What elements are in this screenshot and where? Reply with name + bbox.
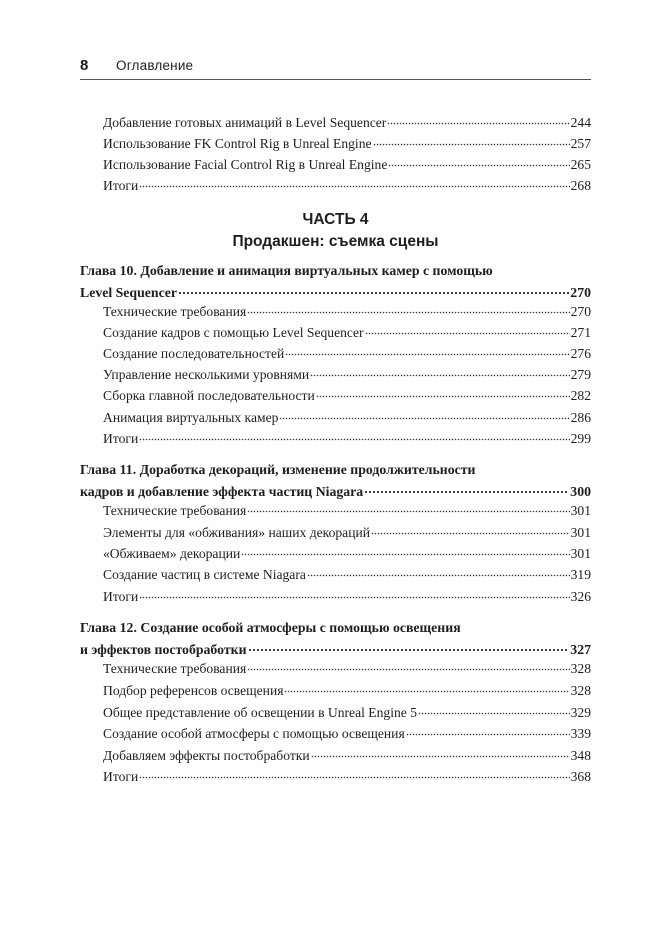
toc-entry-page: 339 [570, 725, 591, 741]
toc-entry-title: Использование Facial Control Rig в Unreal Engine [103, 156, 388, 172]
dot-leader [365, 323, 570, 337]
toc-entry [103, 501, 591, 521]
toc-entry-page: 265 [570, 156, 591, 172]
toc-entry [103, 767, 591, 787]
toc-entry [103, 659, 591, 679]
toc-entry-title: Подбор референсов освещения [103, 682, 284, 698]
dot-leader [279, 408, 569, 422]
toc-entry [103, 724, 591, 744]
dot-leader [316, 386, 570, 400]
toc-entry-title: Элементы для «обживания» наших декораций [103, 524, 371, 540]
toc-entry-title: Технические требования [103, 303, 247, 319]
chapter-page: 327 [570, 641, 591, 657]
toc-entry-page: 282 [570, 387, 591, 403]
part-label: ЧАСТЬ 4 [302, 211, 369, 228]
chapter-title-line2-row [80, 482, 591, 502]
toc-entry [103, 176, 591, 196]
toc-entry-page: 270 [570, 303, 591, 319]
running-title: Оглавление [116, 58, 194, 73]
toc-entry-title: Технические требования [103, 502, 247, 518]
chapter-title-line2: и эффектов постобработки [80, 641, 247, 657]
part-title: Продакшен: съемка сцены [232, 233, 439, 250]
toc-entry-title: Технические требования [103, 660, 247, 676]
dot-leader [364, 482, 569, 496]
toc-entry-page: 244 [570, 114, 591, 130]
toc-entry [103, 746, 591, 766]
toc-entry-title: Создание последовательностей [103, 345, 285, 361]
toc-entry-page: 301 [570, 545, 591, 561]
toc-entry-page: 348 [570, 747, 591, 763]
dot-leader [139, 767, 569, 781]
chapter-title-line2: Level Sequencer [80, 284, 177, 300]
chapter-title-line2: кадров и добавление эффекта частиц Niagara [80, 483, 364, 499]
toc-entry-page: 271 [570, 324, 591, 340]
toc-entry [103, 681, 591, 701]
dot-leader [247, 659, 569, 673]
dot-leader [178, 283, 569, 297]
dot-leader [311, 746, 570, 760]
toc-entry-title: Итоги [103, 588, 139, 604]
toc-entry-page: 328 [570, 682, 591, 698]
toc-entry-title: Итоги [103, 430, 139, 446]
dot-leader [371, 523, 570, 537]
toc-entry [103, 344, 591, 364]
toc-entry-title: Использование FK Control Rig в Unreal Engine [103, 135, 372, 151]
chapter-heading [80, 620, 591, 660]
toc-entry-title: Создание частиц в системе Niagara [103, 566, 306, 582]
toc-entry-title: Сборка главной последовательности [103, 387, 315, 403]
toc-entry-page: 301 [570, 502, 591, 518]
dot-leader [307, 565, 570, 579]
toc-entry [103, 565, 591, 585]
toc-entry [103, 155, 591, 175]
toc-entry-page: 319 [570, 566, 591, 582]
dot-leader [373, 134, 570, 148]
toc-entry-title: Итоги [103, 768, 139, 784]
dot-leader [418, 703, 570, 717]
toc-entry [103, 523, 591, 543]
toc-entry [103, 408, 591, 428]
running-header [80, 55, 591, 80]
toc-entry-title: «Обживаем» декорации [103, 545, 241, 561]
chapter-page: 300 [570, 483, 591, 499]
chapter-title-line2-row [80, 640, 591, 660]
toc-entry [103, 323, 591, 343]
toc-entry [103, 134, 591, 154]
toc-entry-page: 299 [570, 430, 591, 446]
toc-entry-page: 368 [570, 768, 591, 784]
chapter-title-line1: Глава 12. Создание особой атмосферы с помощью освещения [80, 620, 461, 635]
dot-leader [139, 429, 569, 443]
dot-leader [247, 501, 569, 515]
toc-entry-page: 279 [570, 366, 591, 382]
dot-leader [310, 365, 569, 379]
dot-leader [284, 681, 569, 695]
dot-leader [139, 587, 569, 601]
toc-entry-page: 326 [570, 588, 591, 604]
toc-entry [103, 703, 591, 723]
dot-leader [406, 724, 570, 738]
toc-entry-page: 329 [570, 704, 591, 720]
toc-entry [103, 429, 591, 449]
toc-entry-title: Создание особой атмосферы с помощью освещения [103, 725, 405, 741]
toc-entry-title: Добавляем эффекты постобработки [103, 747, 310, 763]
toc-entry-title: Анимация виртуальных камер [103, 409, 279, 425]
toc-entry [103, 365, 591, 385]
dot-leader [139, 176, 569, 190]
toc-entry-title: Создание кадров с помощью Level Sequencer [103, 324, 364, 340]
dot-leader [387, 113, 569, 127]
toc-entry [103, 544, 591, 564]
toc-entry-page: 276 [570, 345, 591, 361]
dot-leader [241, 544, 569, 558]
toc-entry-title: Управление несколькими уровнями [103, 366, 310, 382]
dot-leader [388, 155, 569, 169]
toc-entry-page: 257 [570, 135, 591, 151]
toc-entry [103, 113, 591, 133]
chapter-heading [80, 263, 591, 303]
toc-entry [103, 587, 591, 607]
chapter-title-line2-row [80, 283, 591, 303]
dot-leader [248, 640, 570, 654]
dot-leader [285, 344, 569, 358]
toc-entry-title: Добавление готовых анимаций в Level Sequencer [103, 114, 387, 130]
chapter-title-line1: Глава 11. Доработка декораций, изменение продолжительности [80, 462, 476, 477]
chapter-page: 270 [570, 284, 591, 300]
chapter-heading [80, 462, 591, 502]
toc-entry-title: Общее представление об освещении в Unreal Engine 5 [103, 704, 417, 720]
page-number: 8 [80, 57, 89, 74]
toc-entry [103, 386, 591, 406]
toc-entry-title: Итоги [103, 177, 139, 193]
toc-entry-page: 286 [570, 409, 591, 425]
toc-entry-page: 268 [570, 177, 591, 193]
toc-entry [103, 302, 591, 322]
toc-entry-page: 301 [570, 524, 591, 540]
dot-leader [247, 302, 569, 316]
toc-entry-page: 328 [570, 660, 591, 676]
chapter-title-line1: Глава 10. Добавление и анимация виртуальных камер с помощью [80, 263, 493, 278]
